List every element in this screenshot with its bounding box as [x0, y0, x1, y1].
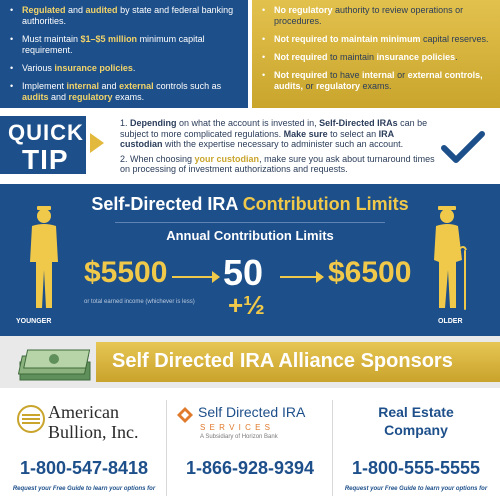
younger-person-icon	[24, 204, 64, 314]
age-threshold-fraction: +½	[228, 290, 265, 320]
regulated-panel	[0, 0, 248, 108]
sponsor-name-line2: Bullion, Inc.	[48, 422, 139, 442]
age-threshold: 50	[223, 252, 264, 293]
list-item: • Not required to maintain minimum capital reserves.	[262, 34, 490, 45]
sponsor-name-line2: S E R V I C E S	[200, 423, 272, 432]
sponsor-card-american-bullion[interactable]	[4, 396, 164, 500]
sponsor-phone[interactable]: 1-800-555-5555	[351, 458, 481, 478]
contribution-subtitle: Annual Contribution Limits	[166, 228, 334, 243]
tip-paragraph-2: 2. When choosing your custodian, make sure you ask about turnaround times on processing of investment authorizations and requests.	[120, 153, 435, 174]
younger-limit-amount: $5500	[84, 256, 168, 289]
older-person-icon	[428, 204, 478, 314]
sponsor-request-text: Request your Free Guide to learn your options for	[12, 486, 156, 492]
sponsor-phone[interactable]: 1-866-928-9394	[185, 458, 315, 478]
quick-tip-label-top: QUICK	[8, 120, 84, 145]
card-divider	[332, 400, 333, 496]
card-divider	[166, 400, 167, 496]
list-item: • Various insurance policies.	[10, 63, 238, 74]
sponsor-request-text: Request your Free Guide to learn your options for	[344, 486, 488, 492]
list-item: • No regulatory authority to review operations or procedures.	[262, 5, 490, 27]
quick-tip-text	[120, 118, 438, 179]
list-item: • Implement internal and external controls such as audits and regulatory exams.	[10, 81, 238, 103]
list-item: • Regulated and audited by state and federal banking authorities.	[10, 5, 238, 27]
sponsor-name: Real Estate	[378, 404, 454, 420]
sponsor-name: Self Directed IRA	[198, 404, 306, 420]
title-divider	[115, 222, 385, 223]
list-item: • Not required to have internal or external controls, audits, or regulatory exams.	[262, 70, 490, 92]
quick-tip-label-bottom: TIP	[22, 144, 69, 175]
older-label: OLDER	[438, 318, 463, 325]
list-item: • Not required to maintain insurance policies.	[262, 52, 490, 63]
american-bullion-logo-icon	[16, 404, 46, 434]
tip-paragraph-1: 1. Depending on what the account is invested in, Self-Directed IRAs can be subject to more complicated regulations. Make sure to select an IRA custodian with the expertise necessary to administer such an account.	[120, 118, 428, 149]
arrow-right-icon	[90, 133, 104, 153]
sponsor-phone[interactable]: 1-800-547-8418	[19, 458, 149, 478]
money-stack-icon	[18, 348, 94, 382]
sponsor-card-real-estate[interactable]	[336, 396, 496, 500]
contribution-title: Self-Directed IRA Contribution Limits	[91, 194, 409, 214]
sponsor-tagline: A Subsidiary of Horizon Bank	[200, 434, 278, 440]
arrow-right-icon	[316, 271, 324, 283]
earned-income-note: or total earned income (whichever is less)	[84, 299, 195, 305]
sponsors-title: Self Directed IRA Alliance Sponsors	[112, 350, 453, 372]
arrow-right-icon	[212, 271, 220, 283]
sponsor-card-sdira-services[interactable]	[170, 396, 330, 500]
list-item: • Must maintain $1–$5 million minimum capital requirement.	[10, 34, 238, 56]
arrow-right-line	[280, 276, 320, 278]
sdira-logo-icon	[176, 406, 194, 424]
sponsor-name-line2: Company	[384, 422, 448, 438]
regulated-list	[10, 5, 238, 110]
younger-label: YOUNGER	[16, 318, 52, 325]
sponsor-name: American	[48, 402, 119, 422]
older-limit-amount: $6500	[328, 256, 412, 289]
unregulated-panel	[252, 0, 500, 108]
checkmark-icon	[440, 128, 486, 168]
unregulated-list	[262, 5, 490, 99]
